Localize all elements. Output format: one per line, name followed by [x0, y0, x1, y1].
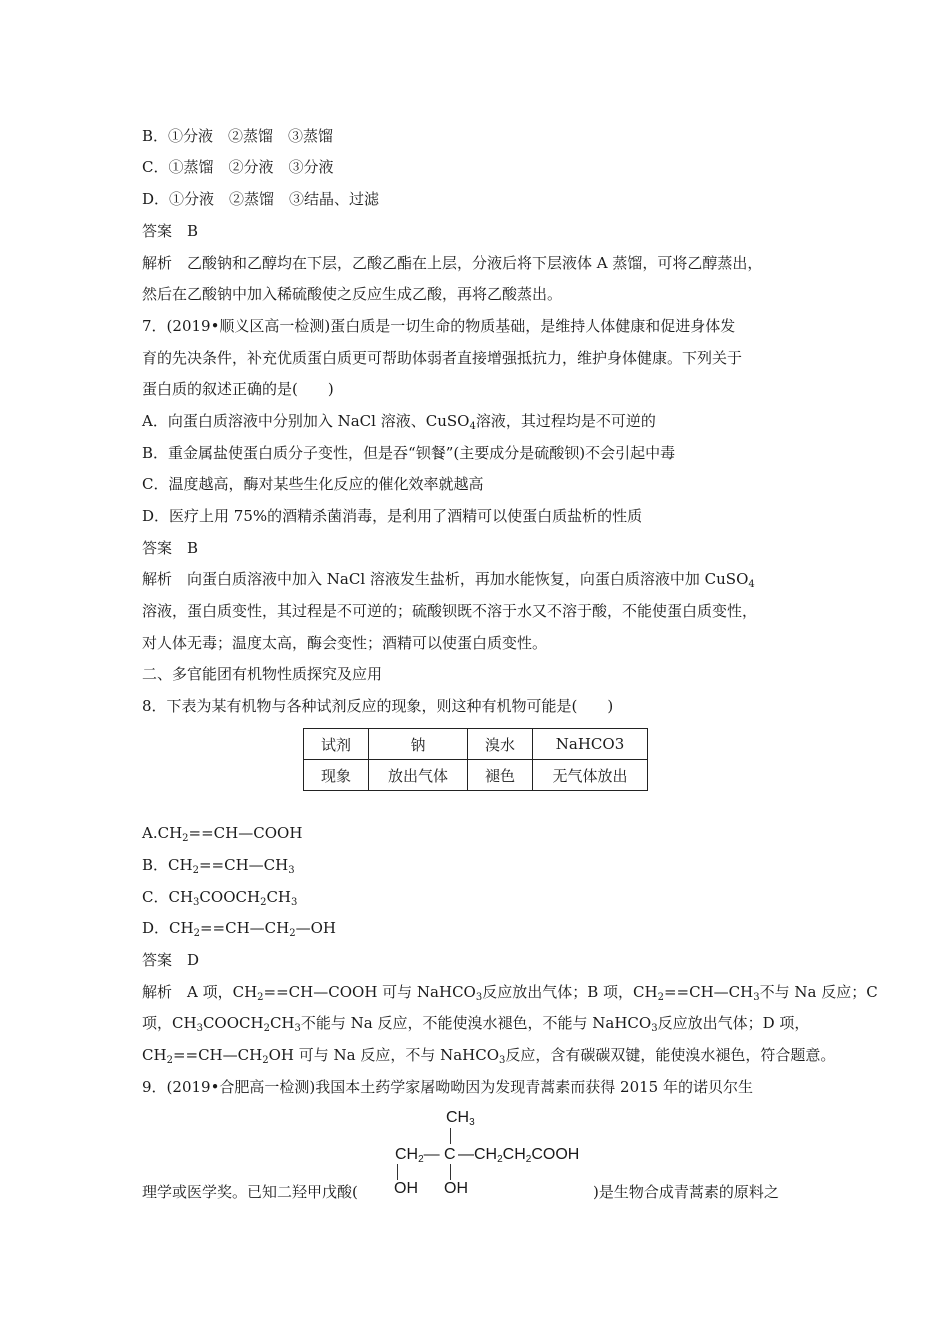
- q7-analysis-sub: 4: [748, 579, 755, 590]
- bond-vertical-top: [450, 1128, 451, 1144]
- table-cell: 放出气体: [369, 760, 468, 791]
- text-part: OH 可与 Na 反应，不与 NaHCO: [268, 1046, 500, 1064]
- text-part: ==CH—COOH 可与 NaHCO: [263, 983, 476, 1001]
- q6-option-b: B．①分液 ②蒸馏 ③蒸馏: [142, 127, 334, 145]
- q9-stem-line-2-end: )是生物合成青蒿素的原料之: [593, 1183, 779, 1201]
- formula-sub: 3: [469, 1117, 475, 1128]
- q7-stem-line-3: 蛋白质的叙述正确的是( ): [142, 380, 334, 398]
- q7-option-a-text: A．向蛋白质溶液中分别加入 NaCl 溶液、CuSO: [142, 412, 470, 430]
- bond-vertical-left: [397, 1164, 398, 1180]
- methyl-group: [446, 1109, 475, 1127]
- table-row: [304, 760, 648, 791]
- formula-part: ==CH—CH: [198, 856, 289, 874]
- reagent-table: [303, 728, 648, 791]
- formula-part: —CH: [458, 1146, 498, 1163]
- formula-sub: 2: [182, 833, 189, 844]
- formula-sub: 3: [288, 865, 295, 876]
- formula-sub: 3: [294, 1023, 301, 1034]
- formula-part: COOH: [531, 1146, 580, 1163]
- formula-sub: 2: [657, 992, 664, 1003]
- text-part: ==CH—CH: [663, 983, 754, 1001]
- formula-sub: 2: [260, 897, 267, 908]
- text-part: 不能与 Na 反应，不能使溴水褪色，不能与 NaHCO: [300, 1014, 652, 1032]
- q8-stem: 8．下表为某有机物与各种试剂反应的现象，则这种有机物可能是( ): [142, 697, 614, 715]
- formula-part: CH: [266, 888, 291, 906]
- hydroxyl-mid: OH: [444, 1180, 468, 1197]
- q6-analysis-line-1: 解析 乙酸钠和乙醇均在下层，乙酸乙酯在上层，分液后将下层液体 A 蒸馏，可将乙醇蒸出，: [142, 254, 763, 272]
- text-part: 反应，含有碳碳双键，能使溴水褪色，符合题意。: [505, 1046, 836, 1064]
- formula-part: B．CH: [142, 856, 193, 874]
- formula-part: A.CH: [142, 824, 183, 842]
- text-part: CH: [142, 1046, 167, 1064]
- q7-option-b: B．重金属盐使蛋白质分子变性，但是吞“钡餐”(主要成分是硫酸钡)不会引起中毒: [142, 444, 676, 462]
- formula-part: —OH: [295, 919, 336, 937]
- q8-option-c: [142, 887, 822, 907]
- q6-answer: 答案 B: [142, 222, 199, 240]
- table-cell: 钠: [369, 729, 468, 760]
- q7-option-a-sub: 4: [469, 421, 476, 432]
- formula-sub: 2: [289, 928, 296, 939]
- table-cell: 现象: [304, 760, 369, 791]
- formula-part: CH: [446, 1109, 470, 1126]
- main-chain-left: [395, 1146, 440, 1164]
- text-part: ==CH—CH: [172, 1046, 263, 1064]
- formula-sub: 2: [525, 1154, 532, 1165]
- formula-sub: 2: [497, 1154, 503, 1165]
- formula-part: D．CH: [142, 919, 194, 937]
- q8-analysis-line-1: [142, 982, 878, 1003]
- q7-analysis-line-1: [142, 569, 822, 589]
- central-carbon: C: [444, 1146, 456, 1163]
- q7-stem-line-2: 育的先决条件，补充优质蛋白质更可帮助体弱者直接增强抵抗力，维护身体健康。下列关于: [142, 349, 743, 367]
- text-part: 反应放出气体；D 项，: [657, 1014, 810, 1032]
- formula-sub: 2: [193, 928, 200, 939]
- q7-option-a-tail: 溶液，其过程均是不可逆的: [475, 412, 656, 430]
- table-row: [304, 729, 648, 760]
- table-cell: 溴水: [468, 729, 533, 760]
- q6-option-c: C．①蒸馏 ②分液 ③分液: [142, 158, 334, 176]
- formula-sub: 3: [475, 992, 483, 1003]
- q8-option-d: [142, 918, 822, 938]
- bond-vertical-mid: [450, 1164, 451, 1180]
- q9-stem-line-1: 9．(2019•合肥高一检测)我国本土药学家屠呦呦因为发现青蒿素而获得 2015 年的诺贝尔生: [142, 1078, 753, 1096]
- text-part: 项，CH: [142, 1014, 197, 1032]
- hydroxyl-left: OH: [394, 1180, 418, 1197]
- formula-sub: 3: [651, 1023, 658, 1034]
- section-title: 二、多官能团有机物性质探究及应用: [142, 665, 383, 683]
- text-part: 解析 A 项，CH: [142, 983, 258, 1001]
- main-chain-right: [458, 1146, 579, 1164]
- formula-sub: 2: [166, 1055, 173, 1066]
- formula-sub: 3: [753, 992, 760, 1003]
- q7-analysis-line-3: 对人体无毒；温度太高，酶会变性；酒精可以使蛋白质变性。: [142, 634, 548, 652]
- formula-sub: 3: [499, 1055, 506, 1066]
- q8-analysis-line-2: [142, 1013, 822, 1033]
- q7-stem-line-1: 7．(2019•顺义区高一检测)蛋白质是一切生命的物质基础，是维持人体健康和促进身体发: [142, 317, 736, 335]
- q7-option-d: D．医疗上用 75%的酒精杀菌消毒，是利用了酒精可以使蛋白质盐析的性质: [142, 507, 643, 525]
- table-cell: 试剂: [304, 729, 369, 760]
- q9-stem-line-2-start: 理学或医学奖。已知二羟甲戊酸(: [142, 1183, 358, 1201]
- q7-option-c: C．温度越高，酶对某些生化反应的催化效率就越高: [142, 475, 484, 493]
- q6-option-d: D．①分液 ②蒸馏 ③结晶、过滤: [142, 190, 380, 208]
- q7-option-a: [142, 411, 822, 431]
- formula-sub: 2: [263, 1023, 270, 1034]
- text-part: 反应放出气体；B 项，CH: [482, 983, 658, 1001]
- formula-part: —: [423, 1146, 440, 1163]
- table-cell: NaHCO3: [533, 729, 648, 760]
- formula-part: ==CH—COOH: [188, 824, 303, 842]
- formula-part: COOCH: [199, 888, 261, 906]
- q8-option-b: [142, 855, 822, 875]
- q7-analysis-text: 解析 向蛋白质溶液中加入 NaCl 溶液发生盐析，再加水能恢复，向蛋白质溶液中加 CuSO: [142, 570, 749, 588]
- q7-analysis-line-2: 溶液，蛋白质变性，其过程是不可逆的；硫酸钡既不溶于水又不溶于酸，不能使蛋白质变性，: [142, 602, 758, 620]
- formula-sub: 2: [257, 992, 264, 1003]
- q7-answer: 答案 B: [142, 539, 199, 557]
- formula-part: CH: [502, 1146, 526, 1163]
- formula-part: ==CH—CH: [199, 919, 290, 937]
- text-part: CH: [269, 1014, 295, 1032]
- formula-sub: 3: [196, 1023, 203, 1034]
- formula-sub: 3: [291, 897, 298, 908]
- table-cell: 无气体放出: [533, 760, 648, 791]
- formula-sub: 2: [262, 1055, 269, 1066]
- text-part: 不与 Na 反应；C: [759, 983, 878, 1001]
- q6-analysis-line-2: 然后在乙酸钠中加入稀硫酸使之反应生成乙酸，再将乙酸蒸出。: [142, 285, 563, 303]
- formula-sub: 3: [193, 897, 200, 908]
- formula-part: CH: [395, 1146, 419, 1163]
- formula-sub: 2: [192, 865, 199, 876]
- formula-part: C．CH: [142, 888, 194, 906]
- text-part: COOCH: [202, 1014, 264, 1032]
- q8-analysis-line-3: [142, 1045, 836, 1066]
- formula-sub: 2: [418, 1154, 424, 1165]
- q8-option-a: [142, 823, 822, 843]
- table-cell: 褪色: [468, 760, 533, 791]
- q8-answer: 答案 D: [142, 951, 200, 969]
